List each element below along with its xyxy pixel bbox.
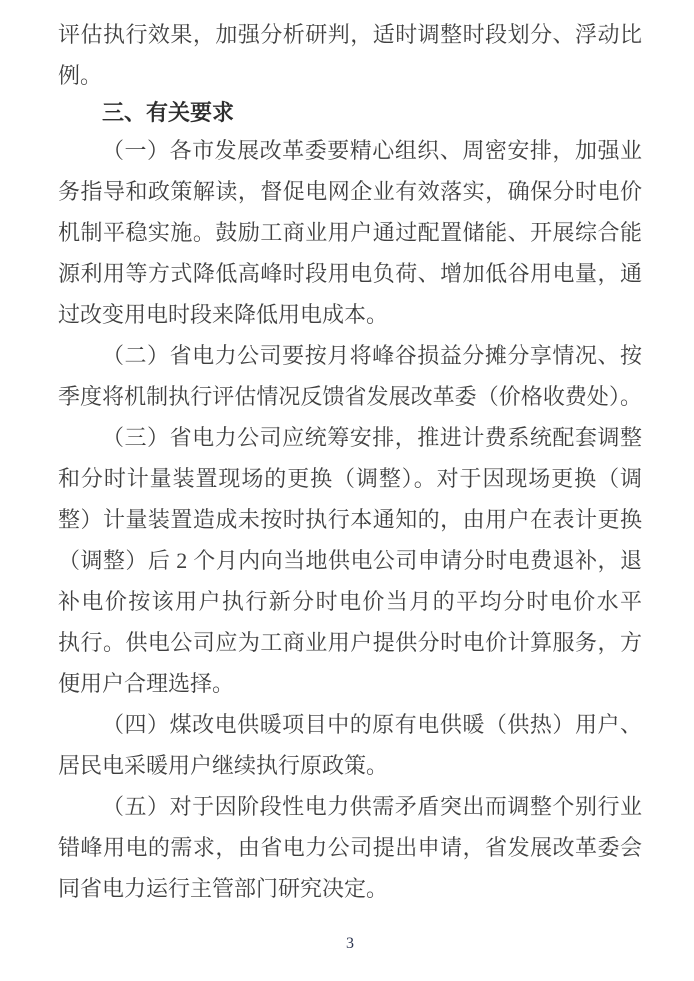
paragraph-last-line: 同省电力运行主管部门研究决定。: [58, 876, 389, 901]
body-text-line: 源利用等方式降低高峰时段用电负荷、增加低谷用电量，通: [58, 261, 642, 286]
paragraph-first-line: （三）省电力公司应统筹安排，推进计费系统配套调整: [102, 425, 642, 450]
prev-paragraph-continuation: [58, 14, 642, 96]
paragraph-first-line: （五）对于因阶段性电力供需矛盾突出而调整个别行业: [102, 794, 642, 819]
body-text-line: 错峰用电的需求，由省电力公司提出申请，省发展改革委会: [58, 835, 642, 860]
paragraph-2: [58, 335, 642, 417]
paragraph-last-line: 过改变用电时段来降低用电成本。: [58, 302, 389, 327]
paragraph-4: [58, 704, 642, 786]
body-text-line: 执行。供电公司应为工商业用户提供分时电价计算服务，方: [58, 630, 642, 655]
paragraph-3: [58, 417, 642, 704]
body-text-line: 机制平稳实施。鼓励工商业用户通过配置储能、开展综合能: [58, 220, 642, 245]
body-text-line: 例。: [58, 63, 103, 88]
section-heading: 三、有关要求: [102, 100, 235, 125]
body-text-line: 务指导和政策解读，督促电网企业有效落实，确保分时电价: [58, 179, 642, 204]
paragraph-5: [58, 786, 642, 909]
body-text-line: 补电价按该用户执行新分时电价当月的平均分时电价水平: [58, 589, 642, 614]
page-number: 3: [346, 935, 354, 952]
paragraph-last-line: 便用户合理选择。: [58, 671, 235, 696]
body-text-line: 和分时计量装置现场的更换（调整）。对于因现场更换（调: [58, 466, 642, 491]
paragraph-first-line: （二）省电力公司要按月将峰谷损益分摊分享情况、按: [102, 343, 642, 368]
paragraph-last-line: 季度将机制执行评估情况反馈省发展改革委（价格收费处）。: [58, 384, 642, 409]
paragraph-first-line: （一）各市发展改革委要精心组织、周密安排，加强业: [102, 138, 642, 163]
paragraph-last-line: 居民电采暖用户继续执行原政策。: [58, 753, 389, 778]
body-text-line: 整）计量装置造成未按时执行本通知的，由用户在表计更换: [58, 507, 642, 532]
paragraph-1: [58, 130, 642, 335]
body-text-line: （调整）后 2 个月内向当地供电公司申请分时电费退补，退: [58, 548, 642, 573]
paragraph-first-line: （四）煤改电供暖项目中的原有电供暖（供热）用户、: [102, 712, 642, 737]
body-text-line: 评估执行效果，加强分析研判，适时调整时段划分、浮动比: [58, 22, 642, 47]
